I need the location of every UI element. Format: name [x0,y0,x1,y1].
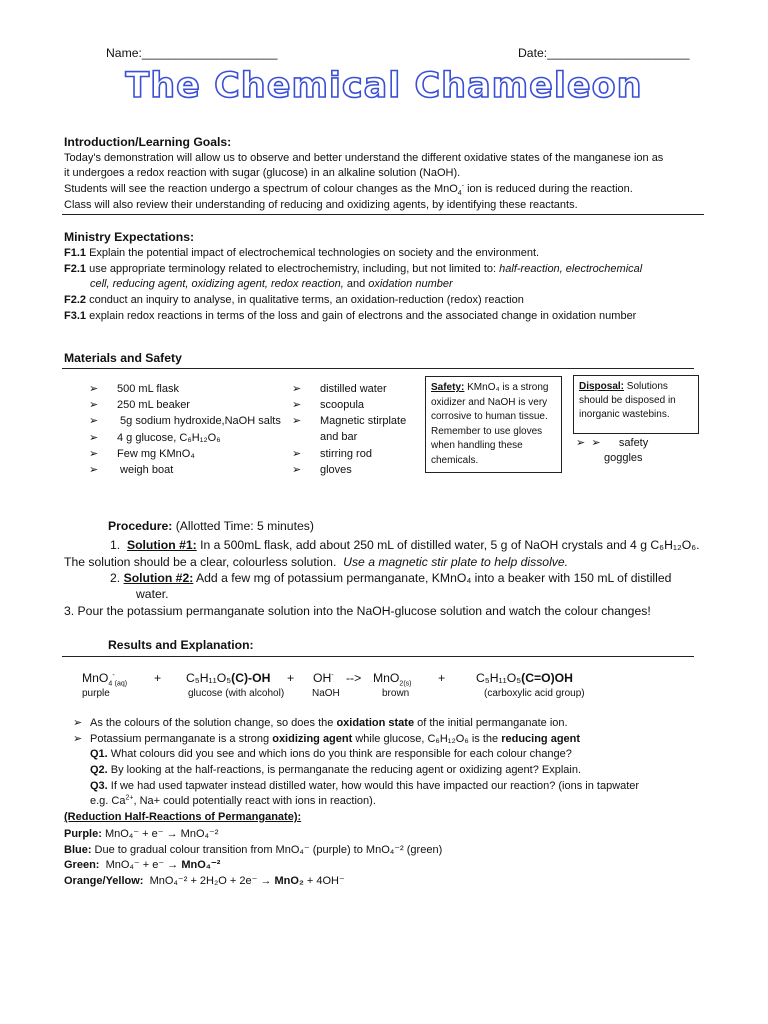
expectation-text: use appropriate terminology related to electrochemistry, including, but not limited to: [86,263,500,275]
materials-list-2 [292,382,406,479]
divider [62,214,704,215]
expectation-text: Explain the potential impact of electrochemical technologies on society and the environment. [86,247,540,259]
step-number: 1. [110,538,121,552]
expectation-f2-2 [64,294,524,306]
procedure-step-2 [110,571,671,585]
arrow-bullet-icon: ➢ [292,447,302,460]
material-item: stirring rod [320,447,372,460]
goggles-text-2: goggles [604,452,643,464]
arrow-bullet-icon: ➢ [292,399,302,412]
intro-sup: - [461,182,465,190]
materials-list-1 [89,382,281,479]
list-item [292,463,406,479]
material-item: weigh boat [117,463,174,476]
page-title: The Chemical Chameleon [125,66,643,106]
expectation-f3-1 [64,310,636,322]
expectation-code: F3.1 [64,310,87,322]
material-item: distilled water [320,383,387,395]
half-reactions-heading: (Reduction Half-Reactions of Permanganate): [64,811,302,823]
disposal-label: Disposal: [579,381,625,392]
question-1 [90,748,572,760]
list-item [292,447,406,463]
intro-line-2: it undergoes a redox reaction with sugar (glucose) in an alkaline solution (NaOH). [64,167,461,179]
list-item [89,447,281,463]
superscript: - [331,671,334,679]
product-acid [476,671,573,685]
explanation-bullet-1 [73,716,568,729]
colour-label: Green: [64,859,100,871]
procedure-step-1 [110,538,700,552]
bullet-emphasis: oxidizing agent [272,733,353,745]
expectation-text: conduct an inquiry to analyse, in qualitative terms, an oxidation-reduction (redox) reaction [86,294,524,306]
arrow-bullet-icon: ➢ [89,463,99,476]
subscript: 2(s) [399,680,412,688]
step-text: The solution should be a clear, colourless solution. [64,555,337,569]
bullet-text: of the initial permanganate ion. [414,717,568,729]
question-text: If we had used tapwater instead distilled water, how would this have impacted our reaction? (ions in tapwater [107,780,640,792]
material-item: 250 mL beaker [117,399,190,412]
material-item: Magnetic stirplate [320,415,407,428]
procedure-step-2-cont: water. [136,587,169,601]
question-3-cont [90,795,376,807]
safety-box [425,376,562,473]
label-glucose: glucose (with alcohol) [188,688,285,699]
goggles-text: safety [618,437,649,449]
bullet-emphasis: reducing agent [501,733,581,745]
arrow-bullet-icon: ➢ [89,415,99,428]
list-item [292,382,406,398]
arrow-bullet-icon: ➢ [292,383,302,395]
bullet-text: As the colours of the solution change, so does the [90,717,337,729]
label-purple: purple [82,688,110,699]
reactant-glucose [186,671,270,685]
list-item [89,431,281,447]
reactant-hydroxide [313,671,334,685]
hydroxide: OH [313,671,332,685]
half-reaction-orange [64,874,345,887]
label-naoh: NaOH [312,688,340,699]
product-mno2 [373,671,412,688]
expectation-code: F1.1 [64,247,87,259]
material-item: and bar [320,430,358,443]
question-text: By looking at the half-reactions, is permanganate the reducing agent or oxidizing agent? Explain. [107,764,582,776]
step-label: Solution #1: [126,538,197,552]
intro-sub: 4 [457,190,462,198]
glucose-formula: C₅H₁₁O₅ [186,671,232,685]
material-item: scoopula [320,399,365,412]
half-reaction-green [64,858,220,871]
half-reaction-purple [64,827,218,840]
plus-sign: + [438,671,446,685]
list-item [292,414,406,430]
question-text: What colours did you see and which ions do you think are responsible for each colour change? [107,748,572,760]
step-text: Add a few mg of potassium permanganate, KMnO₄ into a beaker with 150 mL of distilled [193,571,672,585]
plus-sign: + [154,671,162,685]
material-item: 500 mL flask [117,383,179,395]
step-note: Use a magnetic stir plate to help dissolve. [343,555,569,569]
acid-formula: C₅H₁₁O₅ [476,671,522,685]
disposal-text: Solutions should be disposed in inorganic wastebins. [579,381,676,420]
list-item [292,431,406,447]
expectation-f2-1-cont [90,278,453,290]
half-reaction: MnO₄⁻ + e⁻ → [105,859,182,871]
label-carboxylic: (carboxylic acid group) [484,688,585,699]
material-item: gloves [320,463,352,476]
question-text: , Na+ could potentially react with ions in reaction). [133,795,376,807]
material-item: Few mg KMnO₄ [117,447,195,460]
intro-line-4: Class will also review their understanding of reducing and oxidizing agents, by identifying these reactants. [64,199,578,211]
expectation-terms: cell, reducing agent, oxidizing agent, redox reaction, [90,278,344,290]
disposal-box [573,375,699,434]
bullet-text: Potassium permanganate is a strong [90,733,273,745]
question-text: e.g. Ca [90,795,126,807]
arrow-bullet-icon: ➢ [292,415,302,428]
question-label: Q2. [90,764,108,776]
plus-sign: + [287,671,295,685]
step-text: In a 500mL flask, add about 250 mL of distilled water, 5 g of NaOH crystals and 4 g C₆H₁₂O₆. [196,538,700,552]
safety-label: Safety: [431,382,465,393]
label-brown: brown [382,688,410,699]
colour-label: Orange/Yellow: [64,875,144,887]
list-item [89,463,281,479]
question-3 [90,780,639,792]
half-reaction: + 4OH⁻ [303,875,345,887]
intro-line-3-end: ion is reduced during the reaction. [467,183,633,195]
step-label: Solution #2: [123,571,194,585]
divider [62,656,694,657]
procedure-step-1-cont [64,555,568,569]
list-item [89,382,281,398]
arrow-bullet-icon: ➢ [89,447,99,460]
reactant-permanganate: MnO [82,671,109,685]
arrow-bullet-icon: ➢ [89,399,99,412]
expectation-terms: oxidation number [368,278,453,290]
step-number: 2. [110,571,121,585]
superscript: - [112,671,115,679]
materials-heading: Materials and Safety [64,351,182,365]
safety-text: KMnO₄ is a strong oxidizer and NaOH is very corrosive to human tissue. Remember to use gloves when handling these chemicals. [431,382,549,466]
question-label: Q3. [90,780,108,792]
expectation-f2-1 [64,263,642,275]
goggles-item [576,436,648,449]
reaction-arrow: --> [346,671,362,685]
divider [62,368,694,369]
bullet-text: while glucose, C₆H₁₂O₆ is the [352,733,502,745]
expectation-text: explain redox reactions in terms of the loss and gain of electrons and the associated change in oxidation number [86,310,637,322]
colour-label: Blue: [64,844,92,856]
half-reaction: MnO₄⁻² + 2H₂O + 2e⁻ → [149,875,275,887]
results-heading: Results and Explanation: [108,638,254,652]
reaction-equation [82,671,128,688]
list-item [89,398,281,414]
expectation-and: and [343,278,369,290]
expectation-code: F2.1 [64,263,87,275]
acid-group: (C=O)OH [521,671,573,685]
mno2-formula: MnO [373,671,400,685]
expectation-f1-1 [64,247,539,259]
date-field-label: Date:_____________________ [518,46,690,60]
ministry-heading: Ministry Expectations: [64,230,195,244]
material-item: 4 g glucose, C₆H₁₂O₆ [117,431,221,444]
glucose-group: (C)-OH [231,671,271,685]
intro-line-1: Today's demonstration will allow us to observe and better understand the different oxidative states of the manganese ion as [64,152,664,164]
intro-line-3 [64,182,633,198]
arrow-bullet-icon: ➢ [73,733,83,745]
arrow-bullet-icon: ➢ [292,463,302,476]
list-item [89,414,281,430]
arrow-bullet-icon: ➢ [89,431,99,444]
list-item [292,398,406,414]
intro-heading: Introduction/Learning Goals: [64,135,232,149]
subscript: 4 [108,680,113,688]
colour-label: Purple: [64,828,102,840]
superscript: 2+ [125,794,134,802]
explanation-bullet-2 [73,732,580,745]
arrow-bullet-icon: ➢ ➢ [576,437,601,449]
procedure-heading [108,519,314,533]
expectation-terms: half-reaction, electrochemical [499,263,643,275]
name-field-label: Name:____________________ [106,46,278,60]
question-2 [90,764,581,776]
expectation-code: F2.2 [64,294,87,306]
procedure-time: (Allotted Time: 5 minutes) [172,519,314,533]
question-label: Q1. [90,748,108,760]
material-item: 5g sodium hydroxide,NaOH salts [117,415,281,428]
state-label: (aq) [114,680,128,688]
half-reaction-product: MnO₂ [274,875,304,887]
half-reaction: MnO₄⁻ + e⁻ → MnO₄⁻² [104,828,219,840]
intro-line-3-text: Students will see the reaction undergo a spectrum of colour changes as the MnO [64,183,458,195]
half-reaction: Due to gradual colour transition from MnO₄⁻ (purple) to MnO₄⁻² (green) [91,844,443,856]
arrow-bullet-icon: ➢ [89,383,99,395]
procedure-label: Procedure: [108,519,173,533]
half-reaction-blue [64,843,442,856]
procedure-step-3: 3. Pour the potassium permanganate solution into the NaOH-glucose solution and watch the colour changes! [64,604,651,618]
half-reaction-product: MnO₄⁻² [181,859,221,871]
bullet-emphasis: oxidation state [336,717,415,729]
arrow-bullet-icon: ➢ [73,717,83,729]
